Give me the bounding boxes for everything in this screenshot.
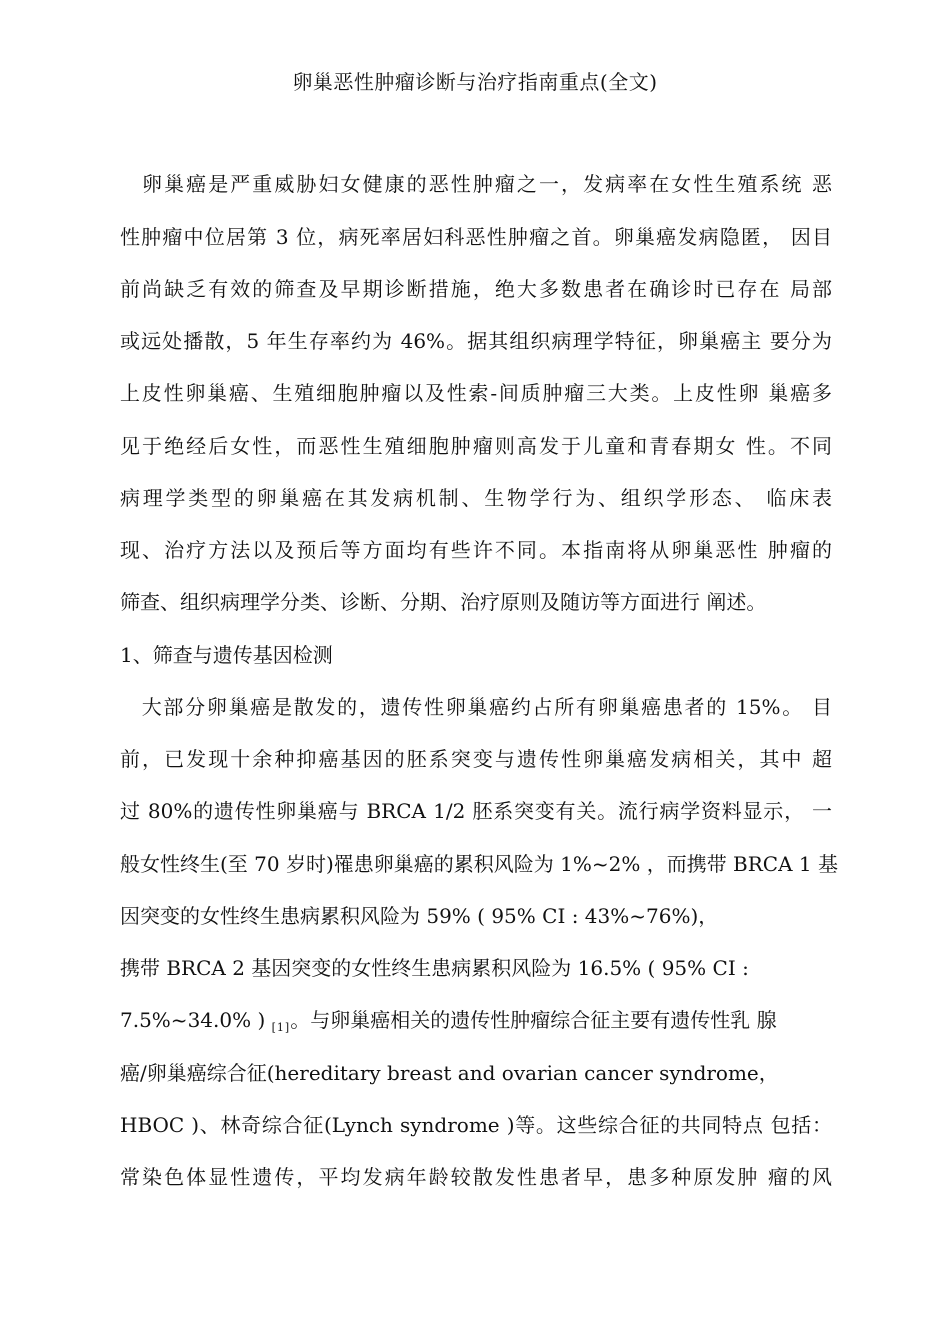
body-line: 或远处播散，5 年生存率约为 46%。据其组织病理学特征，卵巢癌主 要分为: [120, 329, 832, 353]
body-line: 见于绝经后女性，而恶性生殖细胞肿瘤则高发于儿童和青春期女 性。不同: [120, 434, 832, 458]
body-line: 上皮性卵巢癌、生殖细胞肿瘤以及性索-间质肿瘤三大类。上皮性卵 巢癌多: [120, 381, 832, 405]
body-text: 。与卵巢癌相关的遗传性肿瘤综合征主要有遗传性乳 腺: [290, 1008, 777, 1032]
body-line: 筛查、组织病理学分类、诊断、分期、治疗原则及随访等方面进行 阐述。: [120, 590, 767, 614]
body-line: 因突变的女性终生患病累积风险为 59% ( 95% CI : 43%~76%)，: [120, 904, 719, 928]
body-line: 前尚缺乏有效的筛查及早期诊断措施，绝大多数患者在确诊时已存在 局部: [120, 277, 832, 301]
document-title: 卵巢恶性肿瘤诊断与治疗指南重点(全文): [292, 70, 658, 94]
body-line: HBOC )、林奇综合征(Lynch syndrome )等。这些综合征的共同特点 包括：: [120, 1113, 832, 1137]
body-line: 过 80%的遗传性卵巢癌与 BRCA 1/2 胚系突变有关。流行病学资料显示， 一: [120, 799, 832, 823]
citation-reference: [1]: [271, 1021, 291, 1034]
body-line: 般女性终生(至 70 岁时)罹患卵巢癌的累积风险为 1%~2% ，而携带 BRCA 1 基: [120, 852, 838, 876]
body-line: 病理学类型的卵巢癌在其发病机制、生物学行为、组织学形态、 临床表: [120, 486, 832, 510]
body-line: 大部分卵巢癌是散发的，遗传性卵巢癌约占所有卵巢癌患者的 15%。 目: [120, 695, 832, 719]
body-text: 7.5%~34.0% ): [120, 1008, 272, 1032]
body-line: 现、治疗方法以及预后等方面均有些许不同。本指南将从卵巢恶性 肿瘤的: [120, 538, 832, 562]
body-line: 癌/卵巢癌综合征(hereditary breast and ovarian cancer syndrome，: [120, 1061, 779, 1085]
body-line: 前，已发现十余种抑癌基因的胚系突变与遗传性卵巢癌发病相关，其中 超: [120, 747, 832, 771]
body-line: 性肿瘤中位居第 3 位，病死率居妇科恶性肿瘤之首。卵巢癌发病隐匿， 因目: [120, 225, 832, 249]
body-line: 常染色体显性遗传，平均发病年龄较散发性患者早，患多种原发肿 瘤的风: [120, 1165, 832, 1189]
section-heading: 1、筛查与遗传基因检测: [120, 643, 333, 667]
body-line: [120, 1005, 777, 1035]
body-line: 卵巢癌是严重威胁妇女健康的恶性肿瘤之一，发病率在女性生殖系统 恶: [120, 172, 832, 196]
body-line: 携带 BRCA 2 基因突变的女性终生患病累积风险为 16.5% ( 95% CI :: [120, 956, 749, 980]
